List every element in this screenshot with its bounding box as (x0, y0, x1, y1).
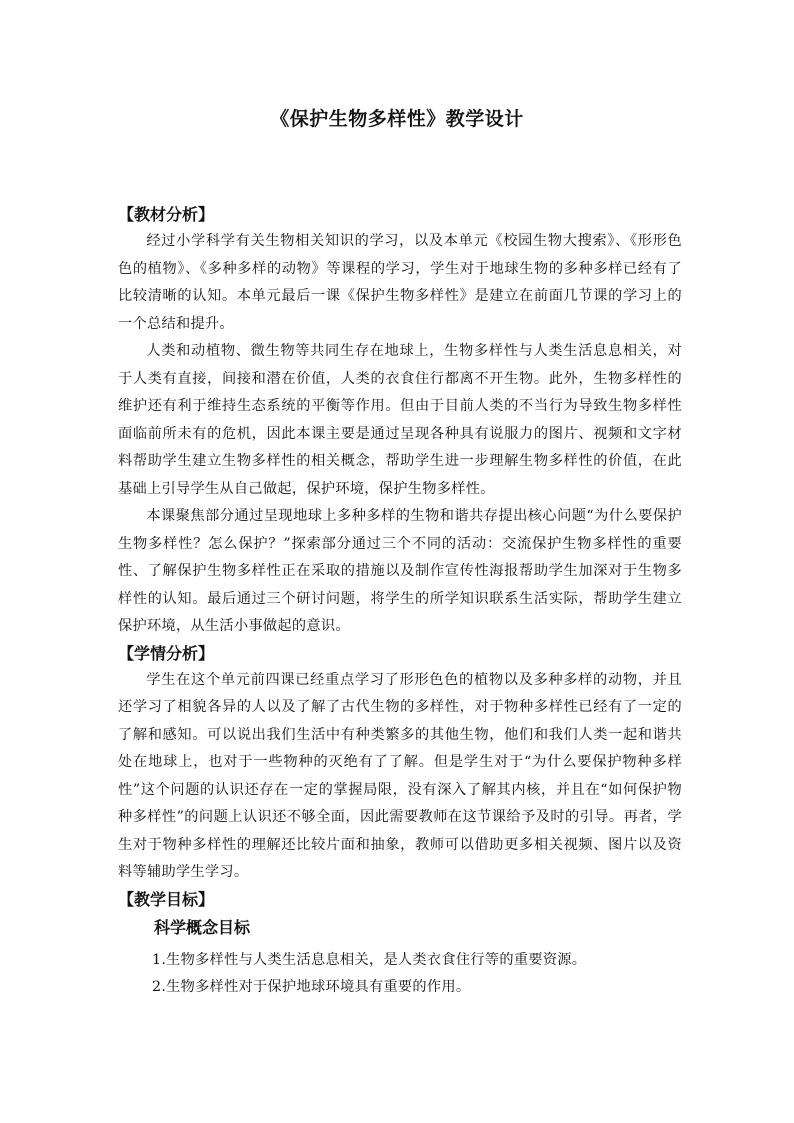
document-body (118, 202, 682, 1002)
section-heading-teaching-objectives: 【教学目标】 (118, 889, 215, 909)
paragraph: 本课聚焦部分通过呈现地球上多种多样的生物和谐共存提出核心问题“为什么要保护生物多样性？怎么保护？”探索部分通过三个不同的活动：交流保护生物多样性的重要性、了解保护生物多样性正在采取的措施以及制作宣传性海报帮助学生加深对于生物多样性的认知。最后通过三个研讨问题，将学生的所学知识联系生活实际，帮助学生建立保护环境，从生活小事做起的意识。 (118, 508, 682, 634)
section-learner-analysis (118, 641, 682, 887)
section-heading-learner-analysis: 【学情分析】 (118, 643, 215, 663)
paragraph: 人类和动植物、微生物等共同生存在地球上，生物多样性与人类生活息息相关，对于人类有直接，间接和潜在价值，人类的衣食住行都离不开生物。此外，生物多样性的维护还有利于维持生态系统的平衡等作用。但由于目前人类的不当行为导致生物多样性面临前所未有的危机，因此本课主要是通过呈现各种具有说服力的图片、视频和文字材料帮助学生建立生物多样性的相关概念，帮助学生进一步理解生物多样性的价值，在此基础上引导学生从自己做起，保护环境，保护生物多样性。 (118, 343, 682, 497)
paragraph: 经过小学科学有关生物相关知识的学习，以及本单元《校园生物大搜索》、《形形色色的植物》、《多种多样的动物》等课程的学习，学生对于地球生物的多种多样已经有了比较清晰的认知。本单元最后一课《保护生物多样性》是建立在前面几节课的学习上的一个总结和提升。 (118, 233, 682, 332)
section-teaching-objectives (118, 887, 682, 1002)
section-heading-textbook-analysis: 【教材分析】 (118, 205, 215, 224)
list-item: 1.生物多样性与人类生活息息相关，是人类衣食住行等的重要资源。 (152, 951, 587, 968)
objective-list (152, 947, 682, 1002)
document-title: 《保护生物多样性》教学设计 (270, 108, 524, 130)
list-item: 2.生物多样性对于保护地球环境具有重要的作用。 (152, 979, 471, 995)
section-textbook-analysis (118, 202, 682, 641)
subheading-science-concept-goals: 科学概念目标 (154, 917, 251, 937)
paragraph: 学生在这个单元前四课已经重点学习了形形色色的植物以及多种多样的动物，并且还学习了相貌各异的人以及了解了古代生物的多样性，对于物种多样性已经有了一定的了解和感知。可以说出我们生活中有种类繁多的其他生物，他们和我们人类一起和谐共处在地球上，也对于一些物种的灭绝有了了解。但是学生对于“为什么要保护物种多样性”这个问题的认识还存在一定的掌握局限，没有深入了解其内核，并且在“如何保护物种多样性”的问题上认识还不够全面，因此需要教师在这节课给予及时的引导。再者，学生对于物种多样性的理解还比较片面和抽象，教师可以借助更多相关视频、图片以及资料等辅助学生学习。 (118, 671, 682, 880)
